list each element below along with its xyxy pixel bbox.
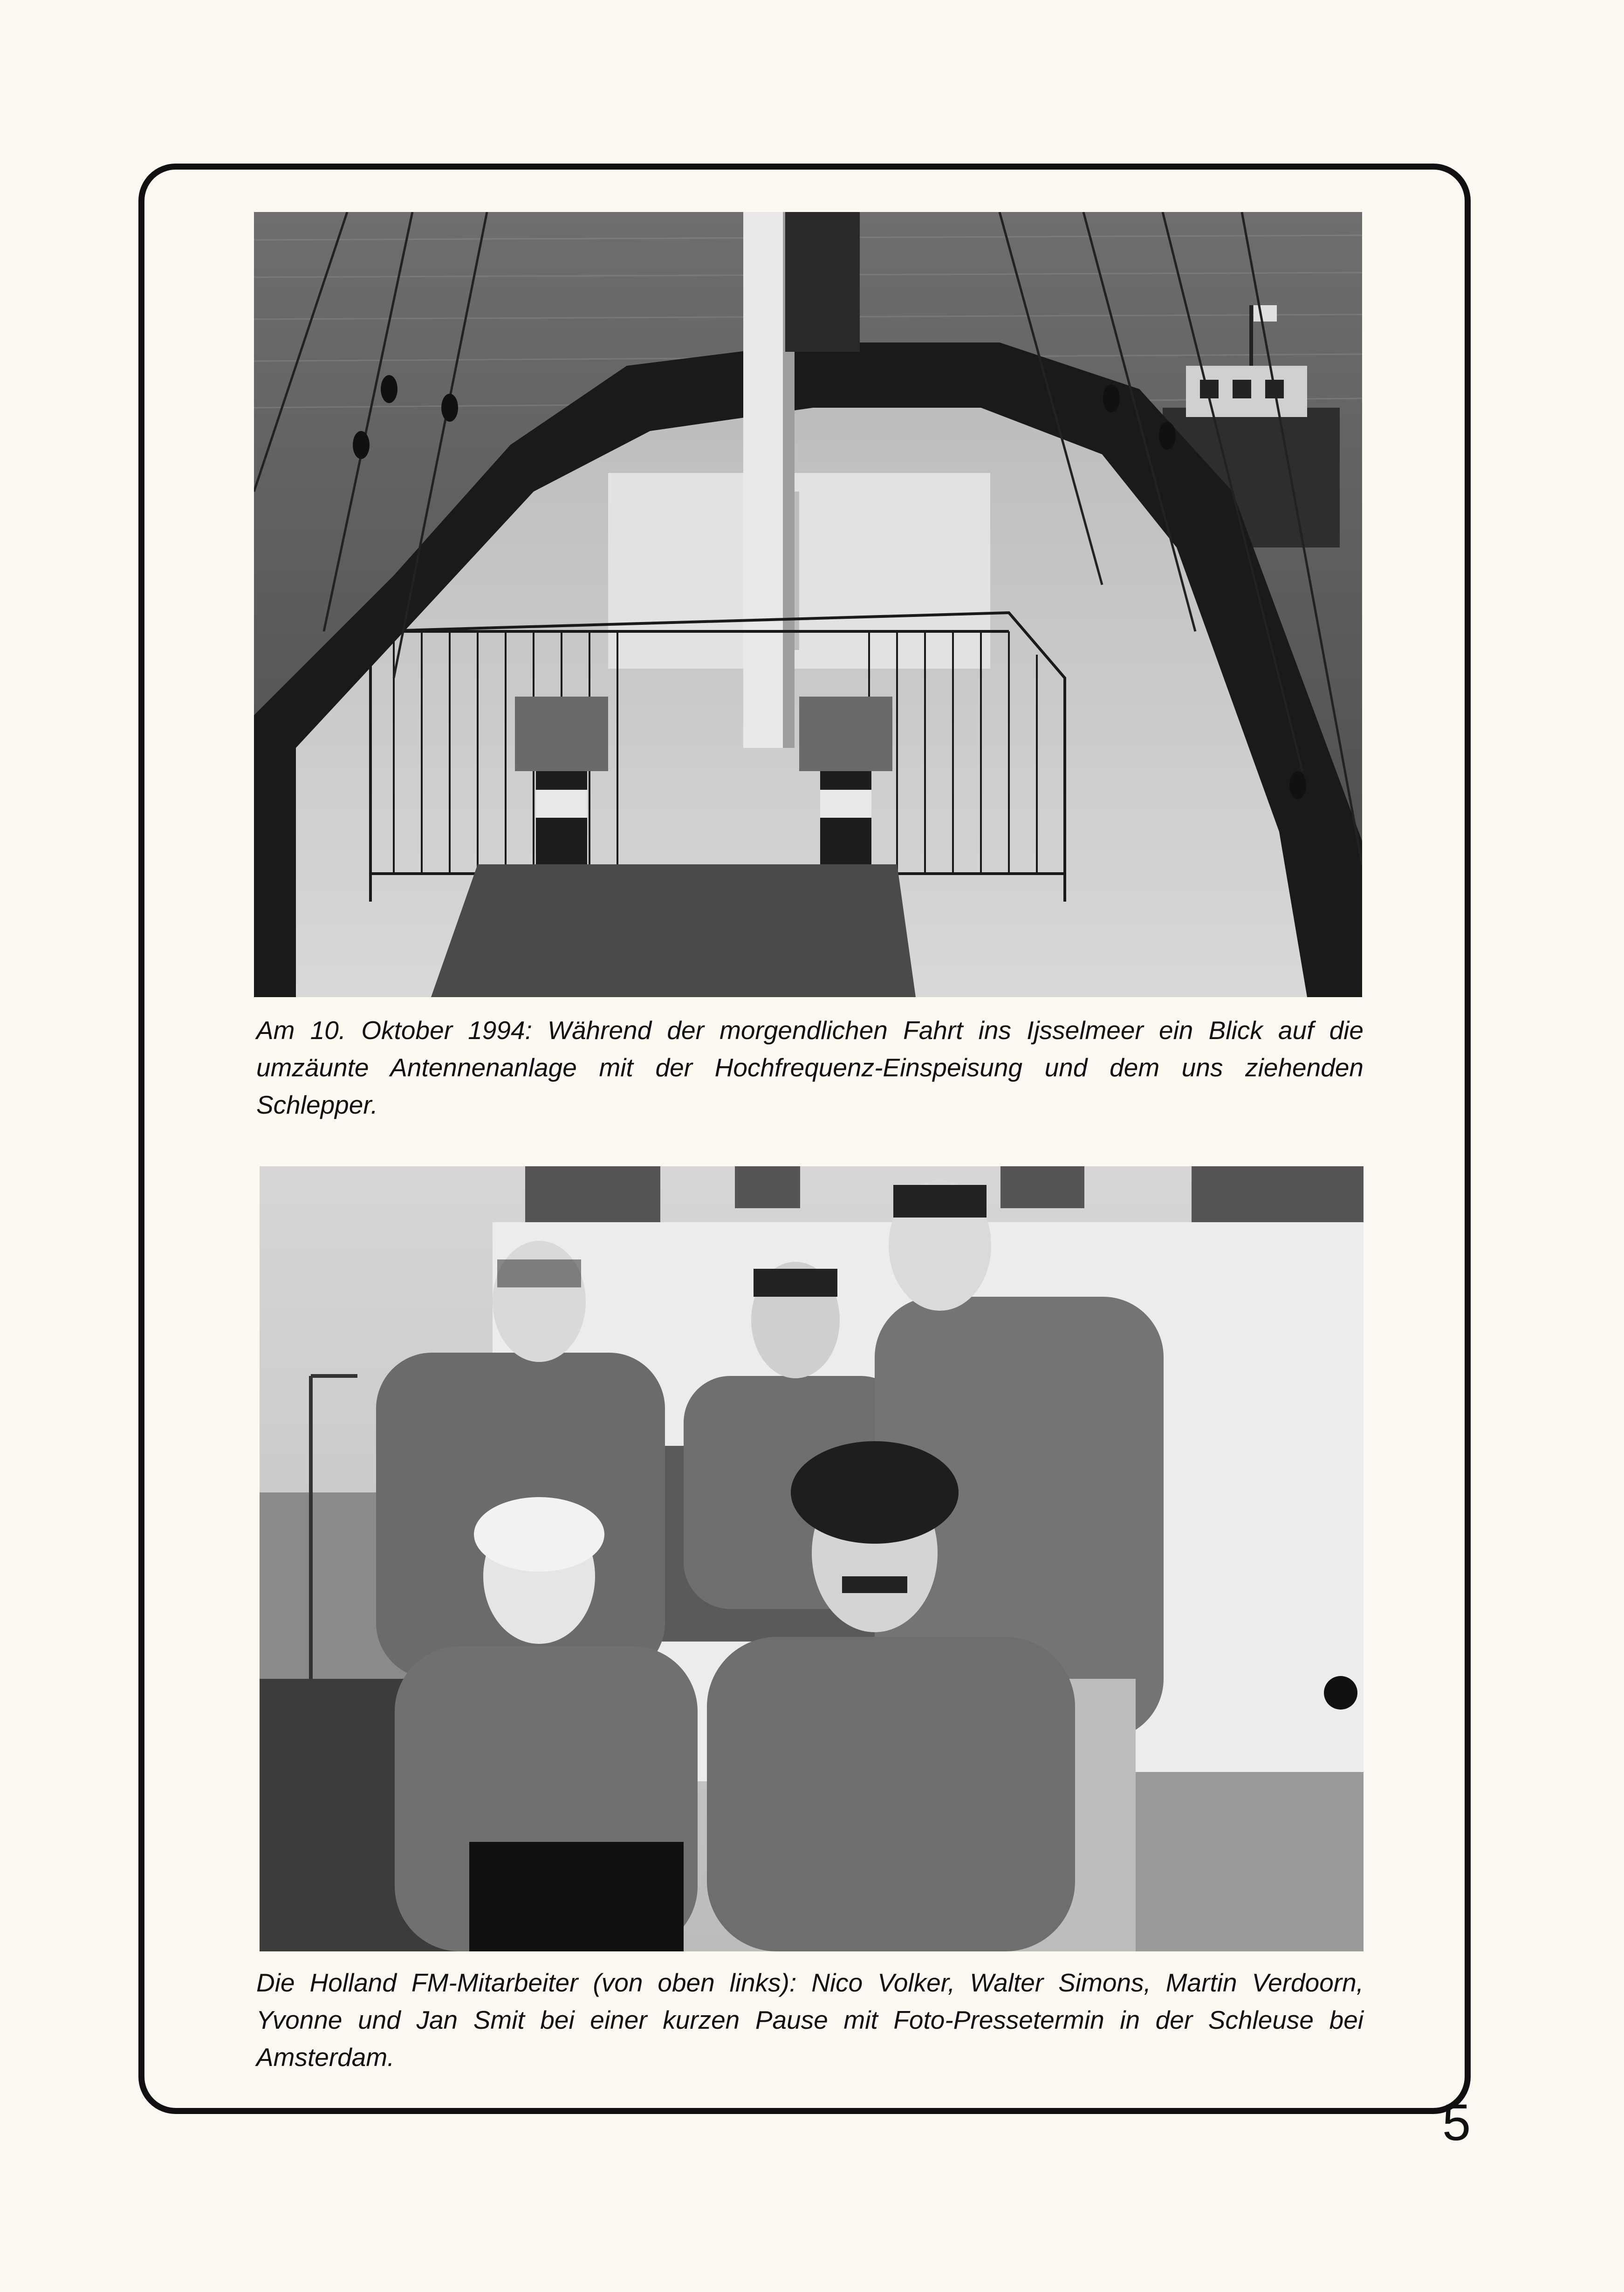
photo-caption-2: Die Holland FM-Mitarbeiter (von oben links): Nico Volker, Walter Simons, Martin Verdoorn, Yvonne und Jan Smit bei einer kurzen Pause mit Foto-Pressetermin in der Schleuse bei Amsterdam. bbox=[256, 1968, 1364, 2072]
ship-deck-photo bbox=[254, 212, 1362, 997]
page-number: 5 bbox=[1442, 2094, 1471, 2151]
photo-caption-1: Am 10. Oktober 1994: Während der morgendlichen Fahrt ins Ijsselmeer ein Blick auf die umzäunte Antennenanlage mit der Hochfrequenz-Einspeisung und dem uns ziehenden Schlepper. bbox=[256, 1016, 1364, 1119]
team-photo bbox=[260, 1166, 1364, 1951]
